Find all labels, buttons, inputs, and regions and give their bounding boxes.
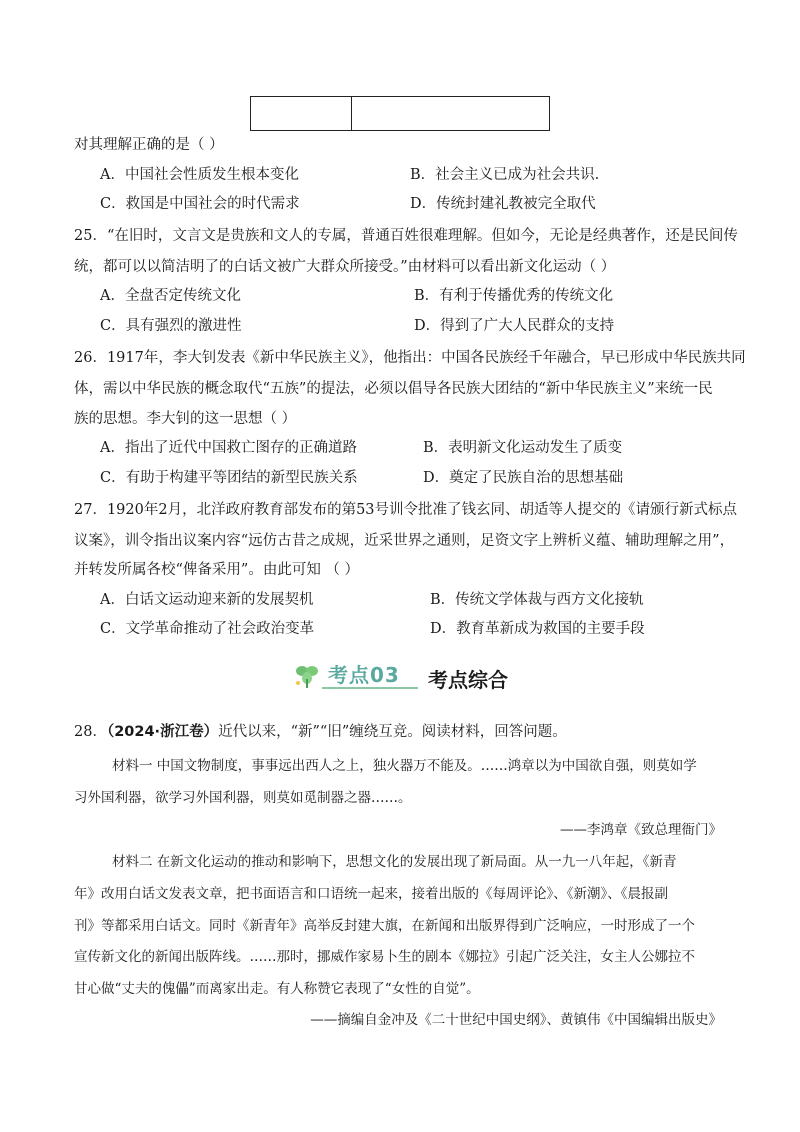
q25-option-b: B．有利于传播优秀的传统文化 [414,288,614,304]
q24-option-a: A．中国社会性质发生根本变化 [100,167,299,183]
q24-option-d: D．传统封建礼教被完全取代 [410,196,596,212]
material2-line-3: 刊》等都采用白话文。同时《新青年》高举反封建大旗，在新闻和出版界得到广泛响应，一时形成了一个 [74,918,695,934]
q28-stem-text: 近代以来，“新”“旧”缠绕互竞。阅读材料，回答问题。 [218,724,567,740]
section-badge [292,659,422,691]
q24-option-c: C．救国是中国社会的时代需求 [100,196,300,212]
material2-line-4: 宣传新文化的新闻出版阵线。……那时，挪威作家易卜生的剧本《娜拉》引起广泛关注，女主人公娜拉不 [74,949,695,965]
q26-stem-line-2: 体，需以中华民族的概念取代“五族”的提法，必须以倡导各民族大团结的“新中华民族主义”来统一民 [74,381,713,397]
q24-option-b: B．社会主义已成为社会共识. [410,167,600,183]
q25-stem-line-1: 25．“在旧时，文言文是贵族和文人的专属，普通百姓很难理解。但如今，无论是经典著作，还是民间传 [74,228,738,244]
q27-option-c: C．文学革命推动了社会政治变革 [100,621,315,637]
q28-stem [74,722,567,742]
answer-table [250,96,550,131]
q27-stem-line-2: 议案》，训令指出议案内容“远仿古昔之成规，近采世界之通则，足资文字上辨析义蕴、辅助理解之用”， [74,533,735,549]
material1-citation: ——李鸿章《致总理衙门》 [560,822,722,838]
q26-option-c: C．有助于构建平等团结的新型民族关系 [100,470,358,486]
q28-number: 28． [74,724,107,740]
q27-stem-line-1: 27．1920年2月，北洋政府教育部发布的第53号训令批准了钱玄同、胡适等人提交的《请颁行新式标点 [74,502,738,518]
q26-stem-line-1: 26．1917年，李大钊发表《新中华民族主义》，他指出：中国各民族经千年融合，早已形成中华民族共同 [74,350,746,366]
q27-stem-line-3: 并转发所属各校“俾备采用”。由此可知 （ ） [74,562,360,578]
q24-stem: 对其理解正确的是（ ） [74,137,224,153]
material2-line-2: 年》改用白话文发表文章，把书面语言和口语统一起来，接着出版的《每周评论》、《新潮》、《晨报副 [74,886,668,902]
material2-line-5: 甘心做“丈夫的傀儡”而离家出走。有人称赞它表现了“女性的自觉”。 [74,981,480,997]
q27-option-b: B．传统文学体裁与西方文化接轨 [430,592,644,608]
q26-option-a: A．指出了近代中国救亡图存的正确道路 [100,440,357,456]
q25-option-d: D．得到了广大人民群众的支持 [414,318,615,334]
q26-option-b: B．表明新文化运动发生了质变 [423,440,623,456]
q25-option-c: C．具有强烈的激进性 [100,318,242,334]
material1-line-1: 材料一 中国文物制度，事事远出西人之上，独火器万不能及。……鸿章以为中国欲自强，则莫如学 [112,758,697,774]
section-badge-label: 考点03 [328,663,400,687]
q27-option-d: D．教育革新成为救国的主要手段 [430,621,645,637]
section-badge-underline [322,687,418,689]
table-cell-2 [352,97,549,130]
material2-citation: ——摘编自金冲及《二十世纪中国史纲》、黄镇伟《中国编辑出版史》 [310,1012,722,1028]
q26-stem-line-3: 族的思想。李大钊的这一思想（ ） [74,411,297,427]
q25-stem-line-2: 统，都可以以简洁明了的白话文被广大群众所接受。”由材料可以看出新文化运动（ ） [74,259,616,275]
material1-line-2: 习外国利器，欲学习外国利器，则莫如觅制器之器……。 [74,790,412,806]
table-cell-1 [251,97,352,130]
q28-source: （2024·浙江卷） [106,724,219,740]
material2-line-1: 材料二 在新文化运动的推动和影响下，思想文化的发展出现了新局面。从一九一八年起，《新青 [112,854,677,870]
q27-option-a: A．白话文运动迎来新的发展契机 [100,592,314,608]
clover-icon [292,661,322,689]
q26-option-d: D．奠定了民族自治的思想基础 [423,470,624,486]
section-title: 考点综合 [428,668,508,692]
q25-option-a: A．全盘否定传统文化 [100,288,241,304]
